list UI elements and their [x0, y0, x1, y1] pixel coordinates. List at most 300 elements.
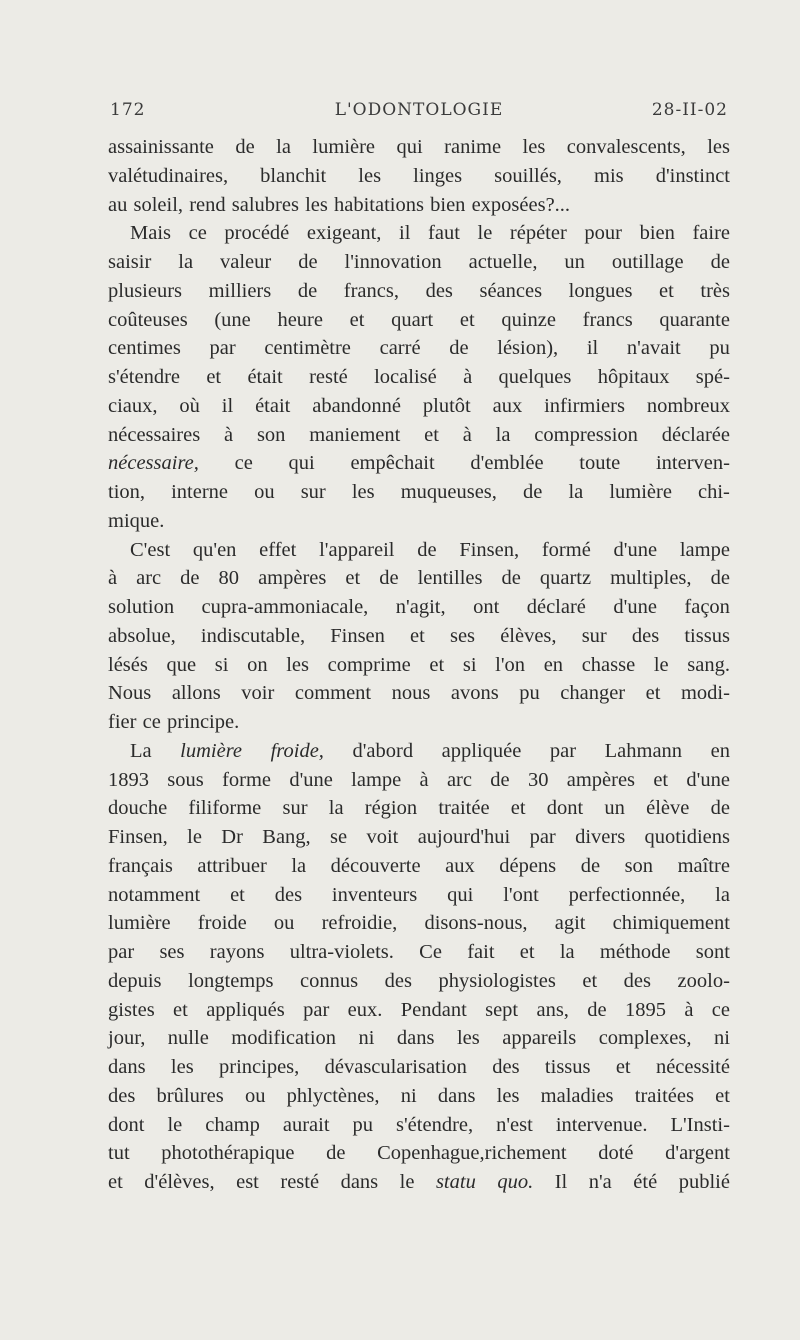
word: un [564, 251, 585, 273]
word: blanchit [260, 164, 327, 187]
word: ampères [566, 768, 636, 791]
text-line [108, 507, 730, 536]
word: centimètre [264, 337, 351, 360]
word: saisir [108, 251, 152, 273]
journal-title: L'ODONTOLOGIE [334, 100, 504, 120]
word: 1893 [108, 768, 149, 791]
word: connus [300, 969, 359, 992]
word: longtemps [188, 969, 274, 992]
word: eux. [347, 998, 383, 1021]
word: ce [188, 222, 207, 245]
word: de [235, 136, 255, 158]
text-line [108, 1024, 730, 1053]
word: Pendant [400, 998, 467, 1021]
word: forme [222, 768, 272, 791]
text-line [108, 219, 730, 248]
word: valétudinaires, [108, 164, 229, 187]
word: le [653, 653, 669, 676]
word: La [130, 739, 152, 762]
word: chi- [698, 481, 730, 503]
text-line [108, 1111, 730, 1140]
word: par [108, 941, 135, 963]
text-line [108, 852, 730, 881]
word: la [559, 941, 575, 963]
word: des [425, 279, 453, 302]
word: resté [280, 1171, 320, 1193]
word: des [274, 883, 303, 906]
word: aux [492, 394, 523, 417]
word: il [586, 337, 599, 360]
word: Dr [221, 826, 243, 848]
word: Mais [130, 222, 171, 245]
word: nous [391, 682, 431, 705]
word: pu [709, 337, 730, 360]
text-line [108, 306, 730, 335]
word: froide, [270, 739, 324, 762]
word: de [449, 337, 469, 360]
word: d'une [613, 538, 658, 561]
word: les [170, 1056, 194, 1078]
word: dans [108, 1056, 146, 1078]
text-line [108, 1082, 730, 1111]
word: depuis [108, 969, 162, 992]
word: souillés, [494, 164, 562, 187]
word: comprime [327, 653, 411, 676]
word: notamment [108, 883, 201, 906]
text-line [108, 162, 730, 191]
word: fait [467, 941, 495, 963]
word: arc [446, 768, 472, 791]
text-line [108, 938, 730, 967]
word: indiscutable, [200, 624, 306, 647]
word: Finsen, [108, 826, 168, 848]
word: solution [108, 596, 175, 618]
word: et [510, 797, 526, 820]
word: physiologistes [438, 969, 556, 992]
word: formé [541, 538, 591, 561]
word: s'étendre, [396, 1113, 474, 1136]
word: nombreux [646, 394, 730, 417]
text-line [108, 996, 730, 1025]
word: ce [234, 452, 253, 475]
word: Lahmann [604, 739, 683, 762]
word: les [707, 136, 730, 158]
word: plusieurs [108, 279, 183, 302]
word: les [305, 193, 328, 216]
word: d'instinct [655, 164, 730, 187]
word: nulle [167, 1027, 209, 1050]
word: changer [560, 682, 626, 705]
word: l'ont [503, 883, 539, 906]
word: faire [692, 222, 730, 245]
word: quinze [501, 308, 556, 331]
word: bien [639, 222, 675, 245]
word: traitées [634, 1084, 694, 1107]
word: sur [581, 624, 607, 647]
word: lentilles [417, 567, 483, 590]
word: et [424, 423, 439, 446]
word: aurait [282, 1113, 330, 1136]
word: et [173, 998, 188, 1021]
word: Nous [108, 682, 152, 705]
word: tut [108, 1142, 130, 1165]
word: ou [254, 481, 275, 503]
word: quotidiens [644, 826, 730, 848]
word: français [108, 854, 173, 877]
word: la [291, 854, 307, 877]
word: brûlures [156, 1084, 224, 1107]
word: appliquée [441, 739, 522, 762]
word: infirmiers [544, 394, 625, 417]
word: de [710, 797, 730, 820]
word: nécessaires [108, 423, 201, 446]
word: la [495, 423, 511, 446]
word: complexes, [598, 1027, 692, 1050]
word: et [459, 308, 475, 331]
word: tissus [544, 1056, 591, 1078]
word: si [214, 653, 229, 676]
word: sous [167, 768, 204, 791]
word: à [462, 423, 472, 446]
word: un [604, 797, 625, 820]
word: était [255, 394, 291, 417]
word: qui [288, 452, 315, 475]
word: la [178, 251, 194, 273]
word: froide [197, 912, 247, 935]
word: il [399, 222, 411, 245]
word: d'une [613, 596, 657, 618]
word: douche [108, 797, 168, 820]
word: méthode [599, 941, 671, 963]
word: longues [568, 279, 633, 302]
text-line [108, 392, 730, 421]
word: L'Insti- [670, 1113, 730, 1136]
word: à [463, 366, 473, 388]
word: coûteuses [108, 308, 188, 331]
word: agit [554, 912, 586, 935]
word: jour, [108, 1027, 146, 1050]
word: en [710, 739, 730, 762]
word: quarante [659, 308, 730, 331]
word: était [247, 366, 283, 388]
word: et [653, 768, 669, 791]
word: Bang, [262, 826, 311, 848]
word: n'avait [626, 337, 681, 360]
word: lésion), [497, 337, 559, 360]
word: au [108, 193, 128, 216]
word: filiforme [188, 797, 262, 820]
text-line [108, 248, 730, 277]
word: principe. [166, 711, 240, 733]
word: il [221, 394, 234, 417]
word: aux [445, 854, 475, 877]
word: sur [282, 797, 308, 820]
text-line [108, 536, 730, 565]
text-line [108, 622, 730, 651]
word: et [429, 653, 445, 676]
word: modification [231, 1027, 337, 1050]
word: de [379, 567, 399, 590]
word: 1895 [624, 998, 666, 1021]
word: Il [554, 1171, 568, 1193]
word: par [303, 998, 330, 1021]
word: ciaux, [108, 394, 158, 417]
word: muqueuses, [400, 481, 497, 503]
word: lumière [180, 739, 243, 762]
word: élève [646, 797, 690, 820]
word: statu [435, 1171, 476, 1193]
text-line [108, 1168, 730, 1197]
word: se [330, 826, 348, 848]
word: arc [136, 567, 162, 590]
word: très [700, 279, 730, 302]
word: sept [485, 998, 519, 1021]
word: de [580, 854, 601, 877]
word: et [519, 941, 535, 963]
word: de [326, 1142, 346, 1165]
word: comment [294, 682, 372, 705]
word: procédé [224, 222, 290, 245]
text-line [108, 823, 730, 852]
word: dont [108, 1113, 145, 1136]
word: Finsen [330, 624, 385, 647]
word: et [659, 279, 674, 302]
word: nécessaire, [108, 452, 199, 475]
word: et [349, 308, 365, 331]
word: qui [447, 883, 474, 906]
word: ce [142, 711, 161, 733]
word: de [297, 279, 318, 302]
text-line [108, 909, 730, 938]
word: et [108, 1171, 123, 1193]
word: déclarée [661, 423, 730, 446]
word: rend [189, 193, 226, 216]
word: resté [309, 366, 348, 388]
text-line [108, 881, 730, 910]
word: francs [582, 308, 633, 331]
word: ont [473, 596, 500, 618]
text-line [108, 737, 730, 766]
word: absolue, [108, 624, 176, 647]
word: C'est [130, 538, 171, 561]
word: n'est [496, 1113, 533, 1136]
word: séances [479, 279, 543, 302]
word: élèves, [500, 624, 557, 647]
word: intervenue. [555, 1113, 648, 1136]
word: l'appareil [319, 538, 395, 561]
word: le [399, 1171, 415, 1193]
body-text [108, 133, 730, 1197]
word: sang. [687, 653, 730, 676]
word: d'emblée [470, 452, 544, 475]
text-line [108, 593, 730, 622]
text-line [108, 564, 730, 593]
word: modi- [680, 682, 730, 705]
word: maniement [309, 423, 401, 446]
word: lumière [108, 912, 171, 935]
word: centimes [108, 337, 181, 360]
word: la [715, 883, 730, 906]
word: pour [584, 222, 622, 245]
word: ampères [258, 567, 327, 590]
word: à [684, 998, 694, 1021]
word: sont [695, 941, 730, 963]
word: qu'en [192, 538, 237, 561]
word: tissus [684, 624, 730, 647]
word: zoolo- [677, 969, 730, 992]
word: les [496, 1084, 520, 1107]
word: d'argent [665, 1142, 730, 1165]
word: les [522, 136, 546, 158]
word: les [456, 1027, 480, 1050]
word: outillage [611, 251, 684, 273]
word: par [529, 826, 556, 848]
word: et [230, 883, 245, 906]
word: interven- [655, 452, 730, 475]
word: multiples, [610, 567, 692, 590]
word: le [187, 826, 202, 848]
word: champ [205, 1113, 260, 1136]
text-line [108, 679, 730, 708]
word: 30 [527, 768, 549, 791]
word: chimiquement [612, 912, 730, 935]
word: lumière [312, 136, 376, 158]
word: les [351, 481, 375, 503]
word: le [477, 222, 493, 245]
word: son [624, 854, 654, 877]
word: francs, [343, 279, 399, 302]
text-line [108, 1139, 730, 1168]
word: de [710, 251, 730, 273]
word: traitée [438, 797, 490, 820]
word: localisé [374, 366, 437, 388]
word: abandonné [312, 394, 402, 417]
word: lésés [108, 653, 148, 676]
word: nécessité [655, 1056, 730, 1078]
word: voir [241, 682, 275, 705]
text-line [108, 708, 730, 737]
word: gistes [108, 998, 155, 1021]
word: ni [713, 1027, 730, 1050]
word: des [108, 1084, 136, 1107]
word: dans [437, 1084, 476, 1107]
word: de [587, 998, 607, 1021]
word: de [523, 481, 543, 503]
word: d'une [686, 768, 730, 791]
word: son [256, 423, 286, 446]
word: découverte [330, 854, 421, 877]
word: de [490, 768, 510, 791]
text-line [108, 766, 730, 795]
word: maître [677, 854, 730, 877]
word: ans, [536, 998, 569, 1021]
word: le [167, 1113, 183, 1136]
word: compression [534, 423, 638, 446]
word: quelques [498, 366, 572, 388]
word: Finsen, [459, 538, 520, 561]
word: dépens [499, 854, 557, 877]
word: hôpitaux [597, 366, 670, 388]
word: répéter [509, 222, 567, 245]
word: linges [413, 164, 463, 187]
word: d'une [289, 768, 333, 791]
word: cupra-ammoniacale, [201, 596, 369, 618]
word: soleil, [133, 193, 184, 216]
text-line [108, 478, 730, 507]
word: où [179, 394, 200, 417]
word: les [358, 164, 382, 187]
word: à [419, 768, 429, 791]
word: des [623, 969, 651, 992]
word: l'innovation [344, 251, 442, 273]
word: (une [214, 308, 251, 331]
word: effet [259, 538, 297, 561]
issue-date: 28-II-02 [651, 100, 728, 120]
word: valeur [220, 251, 272, 273]
word: de [710, 567, 730, 590]
word: en [543, 653, 564, 676]
word: voit [366, 826, 399, 848]
word: heure [277, 308, 323, 331]
word: divers [575, 826, 626, 848]
word: les [286, 653, 309, 676]
word: est [236, 1171, 259, 1193]
word: refroidie, [321, 912, 398, 935]
word: des [384, 969, 412, 992]
word: ultra-violets. [289, 941, 394, 963]
word: Ce [419, 941, 442, 963]
word: la [328, 797, 344, 820]
word: de [501, 567, 521, 590]
word: disons-nous, [424, 912, 528, 935]
word: convalescents, [566, 136, 686, 158]
text-line [108, 794, 730, 823]
word: on [247, 653, 268, 676]
word: ranime [444, 136, 502, 158]
text-line [108, 1053, 730, 1082]
word: allons [171, 682, 221, 705]
word: qui [396, 136, 423, 158]
word: ou [273, 912, 295, 935]
word: dont [546, 797, 584, 820]
word: principes, [219, 1056, 300, 1078]
word: fier [108, 711, 137, 733]
word: faut [428, 222, 460, 245]
word: attribuer [197, 854, 267, 877]
word: et [615, 1056, 631, 1078]
word: appareils [502, 1027, 577, 1050]
word: l'on [495, 653, 526, 676]
word: et [582, 969, 598, 992]
word: ses [449, 624, 476, 647]
running-header [110, 100, 728, 126]
word: empêchait [350, 452, 435, 475]
word: quo. [497, 1171, 534, 1193]
word: si [462, 653, 477, 676]
text-line [108, 449, 730, 478]
word: plutôt [422, 394, 471, 417]
word: tion, [108, 481, 146, 503]
word: appliqués [206, 998, 285, 1021]
word: Copenhague,richement [377, 1142, 567, 1165]
text-line [108, 967, 730, 996]
word: la [568, 481, 584, 503]
word: quart [391, 308, 434, 331]
word: et [410, 624, 425, 647]
word: été [633, 1171, 658, 1193]
word: pu [519, 682, 540, 705]
word: pu [352, 1113, 374, 1136]
